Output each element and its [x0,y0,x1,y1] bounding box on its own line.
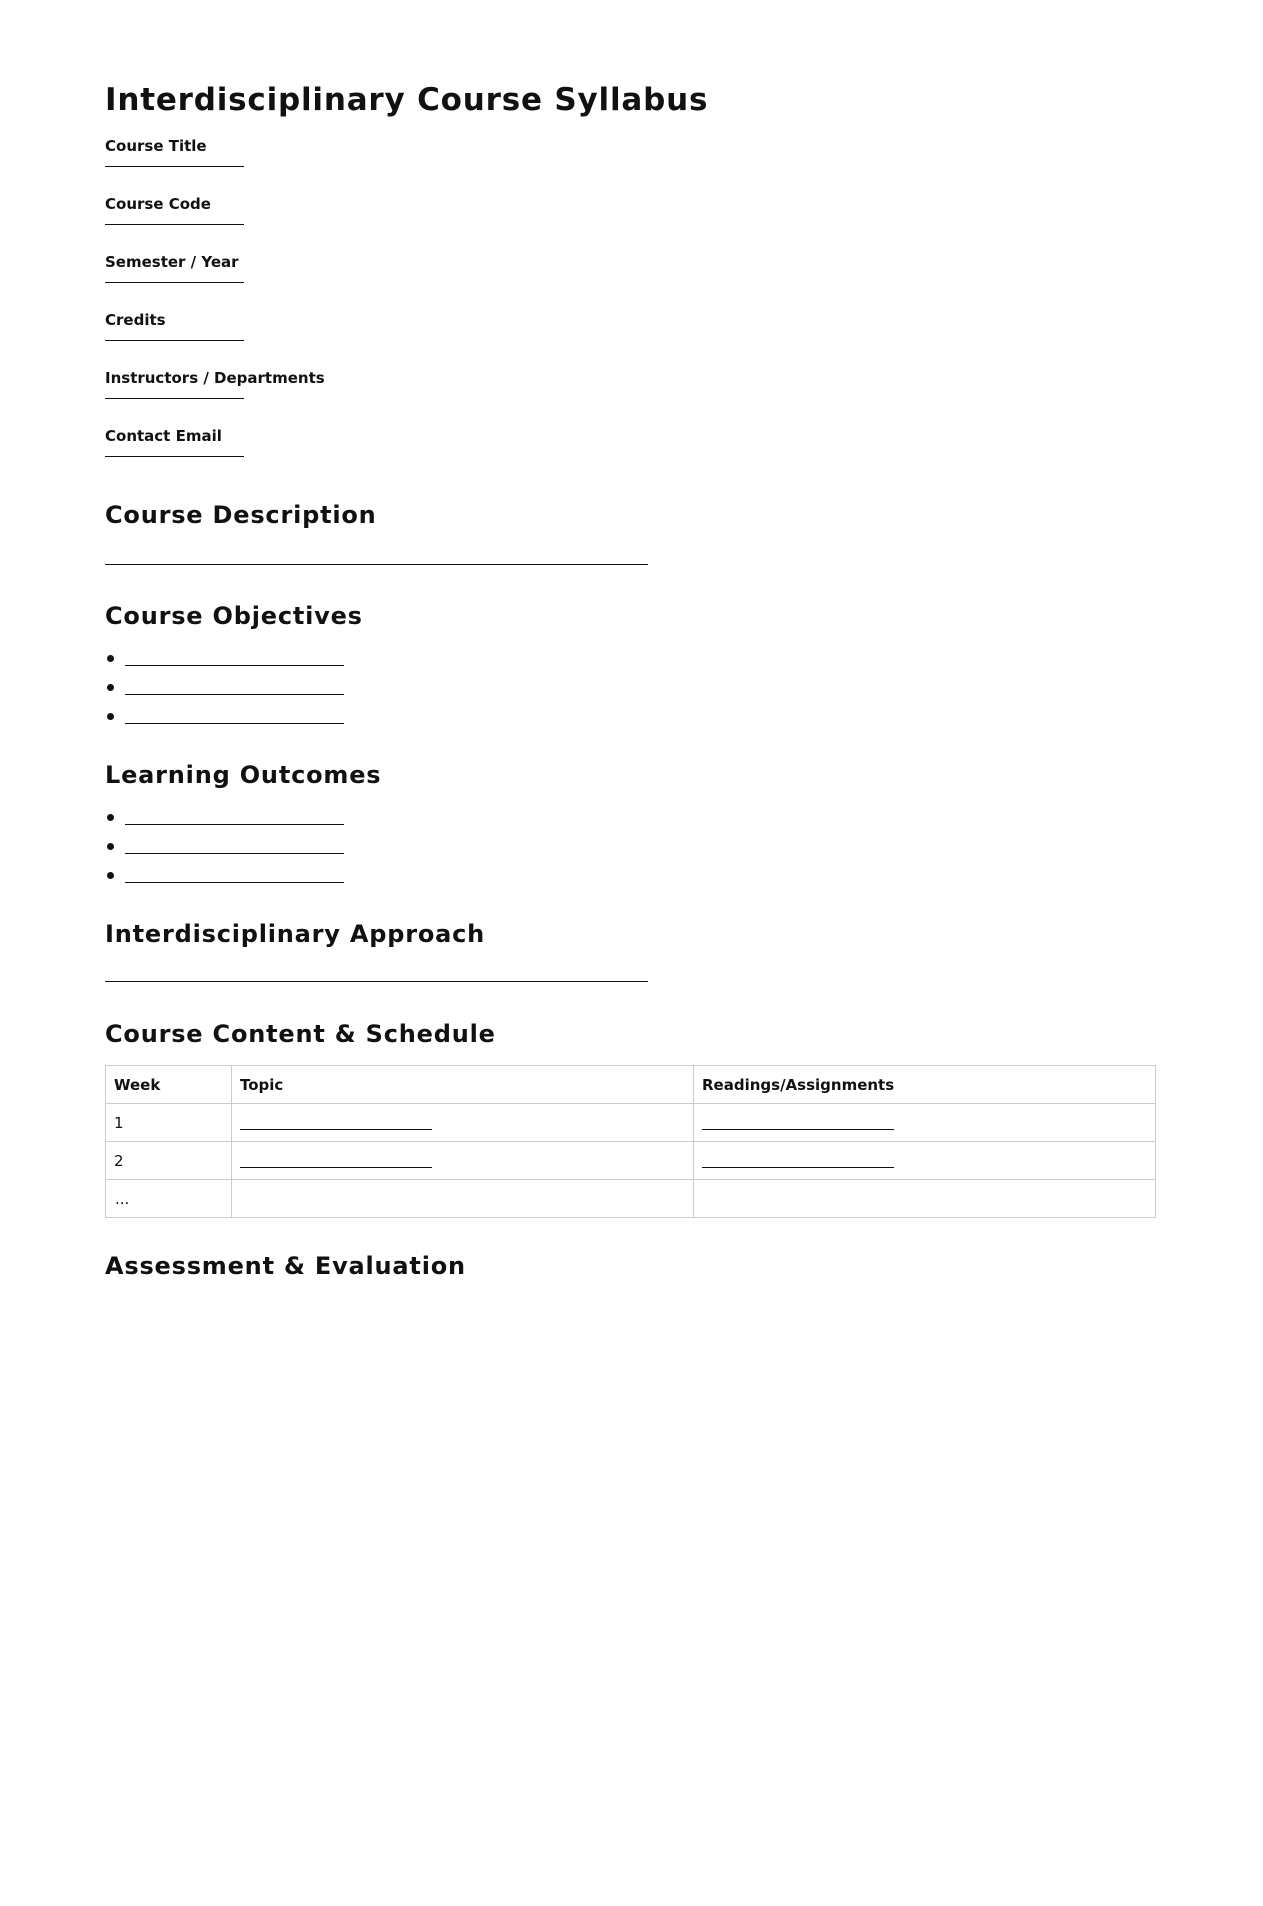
week-cell: 2 [106,1142,232,1180]
field-semester-year [105,252,244,283]
readings-blank[interactable] [702,1167,894,1168]
readings-blank[interactable] [702,1129,894,1130]
bullet-icon [107,814,114,821]
table-header-row [106,1066,1156,1104]
field-label: Course Code [105,195,211,213]
credits-blank[interactable] [105,340,244,341]
readings-cell[interactable] [694,1104,1156,1142]
topic-blank[interactable] [240,1129,432,1130]
course-title-blank[interactable] [105,166,244,167]
objective-blank[interactable] [125,694,344,695]
course-code-blank[interactable] [105,224,244,225]
interdisciplinary-approach-blank[interactable] [105,981,648,982]
bullet-icon [107,713,114,720]
readings-cell[interactable] [694,1142,1156,1180]
semester-year-blank[interactable] [105,282,244,283]
section-heading-course-schedule: Course Content & Schedule [105,1020,496,1048]
topic-cell[interactable] [232,1104,694,1142]
topic-cell[interactable] [232,1180,694,1218]
field-contact-email [105,426,244,457]
section-heading-course-objectives: Course Objectives [105,602,363,630]
field-label: Contact Email [105,427,222,445]
table-row [106,1180,1156,1218]
section-heading-assessment-evaluation: Assessment & Evaluation [105,1252,466,1280]
field-credits [105,310,244,341]
field-label: Credits [105,311,166,329]
ellipsis-text: ... [115,1190,130,1208]
outcome-blank[interactable] [125,882,344,883]
section-heading-learning-outcomes: Learning Outcomes [105,761,382,789]
section-heading-course-description: Course Description [105,501,377,529]
bullet-icon [107,872,114,879]
field-label: Semester / Year [105,253,239,271]
bullet-icon [107,655,114,662]
table-row [106,1142,1156,1180]
outcome-blank[interactable] [125,824,344,825]
topic-blank[interactable] [240,1167,432,1168]
field-course-title [105,136,244,167]
bullet-icon [107,843,114,850]
page-title: Interdisciplinary Course Syllabus [105,82,709,118]
field-label: Course Title [105,137,207,155]
field-course-code [105,194,244,225]
table-row [106,1104,1156,1142]
instructors-blank[interactable] [105,398,244,399]
course-description-blank[interactable] [105,564,648,565]
column-header-week: Week [106,1066,232,1104]
bullet-icon [107,684,114,691]
contact-email-blank[interactable] [105,456,244,457]
week-cell [106,1180,232,1218]
objective-blank[interactable] [125,723,344,724]
field-label: Instructors / Departments [105,369,325,387]
column-header-topic: Topic [232,1066,694,1104]
outcome-blank[interactable] [125,853,344,854]
section-heading-interdisciplinary-approach: Interdisciplinary Approach [105,920,486,948]
readings-cell[interactable] [694,1180,1156,1218]
week-cell: 1 [106,1104,232,1142]
objective-blank[interactable] [125,665,344,666]
column-header-readings: Readings/Assignments [694,1066,1156,1104]
schedule-table [105,1065,1156,1218]
topic-cell[interactable] [232,1142,694,1180]
field-instructors-departments [105,368,325,399]
